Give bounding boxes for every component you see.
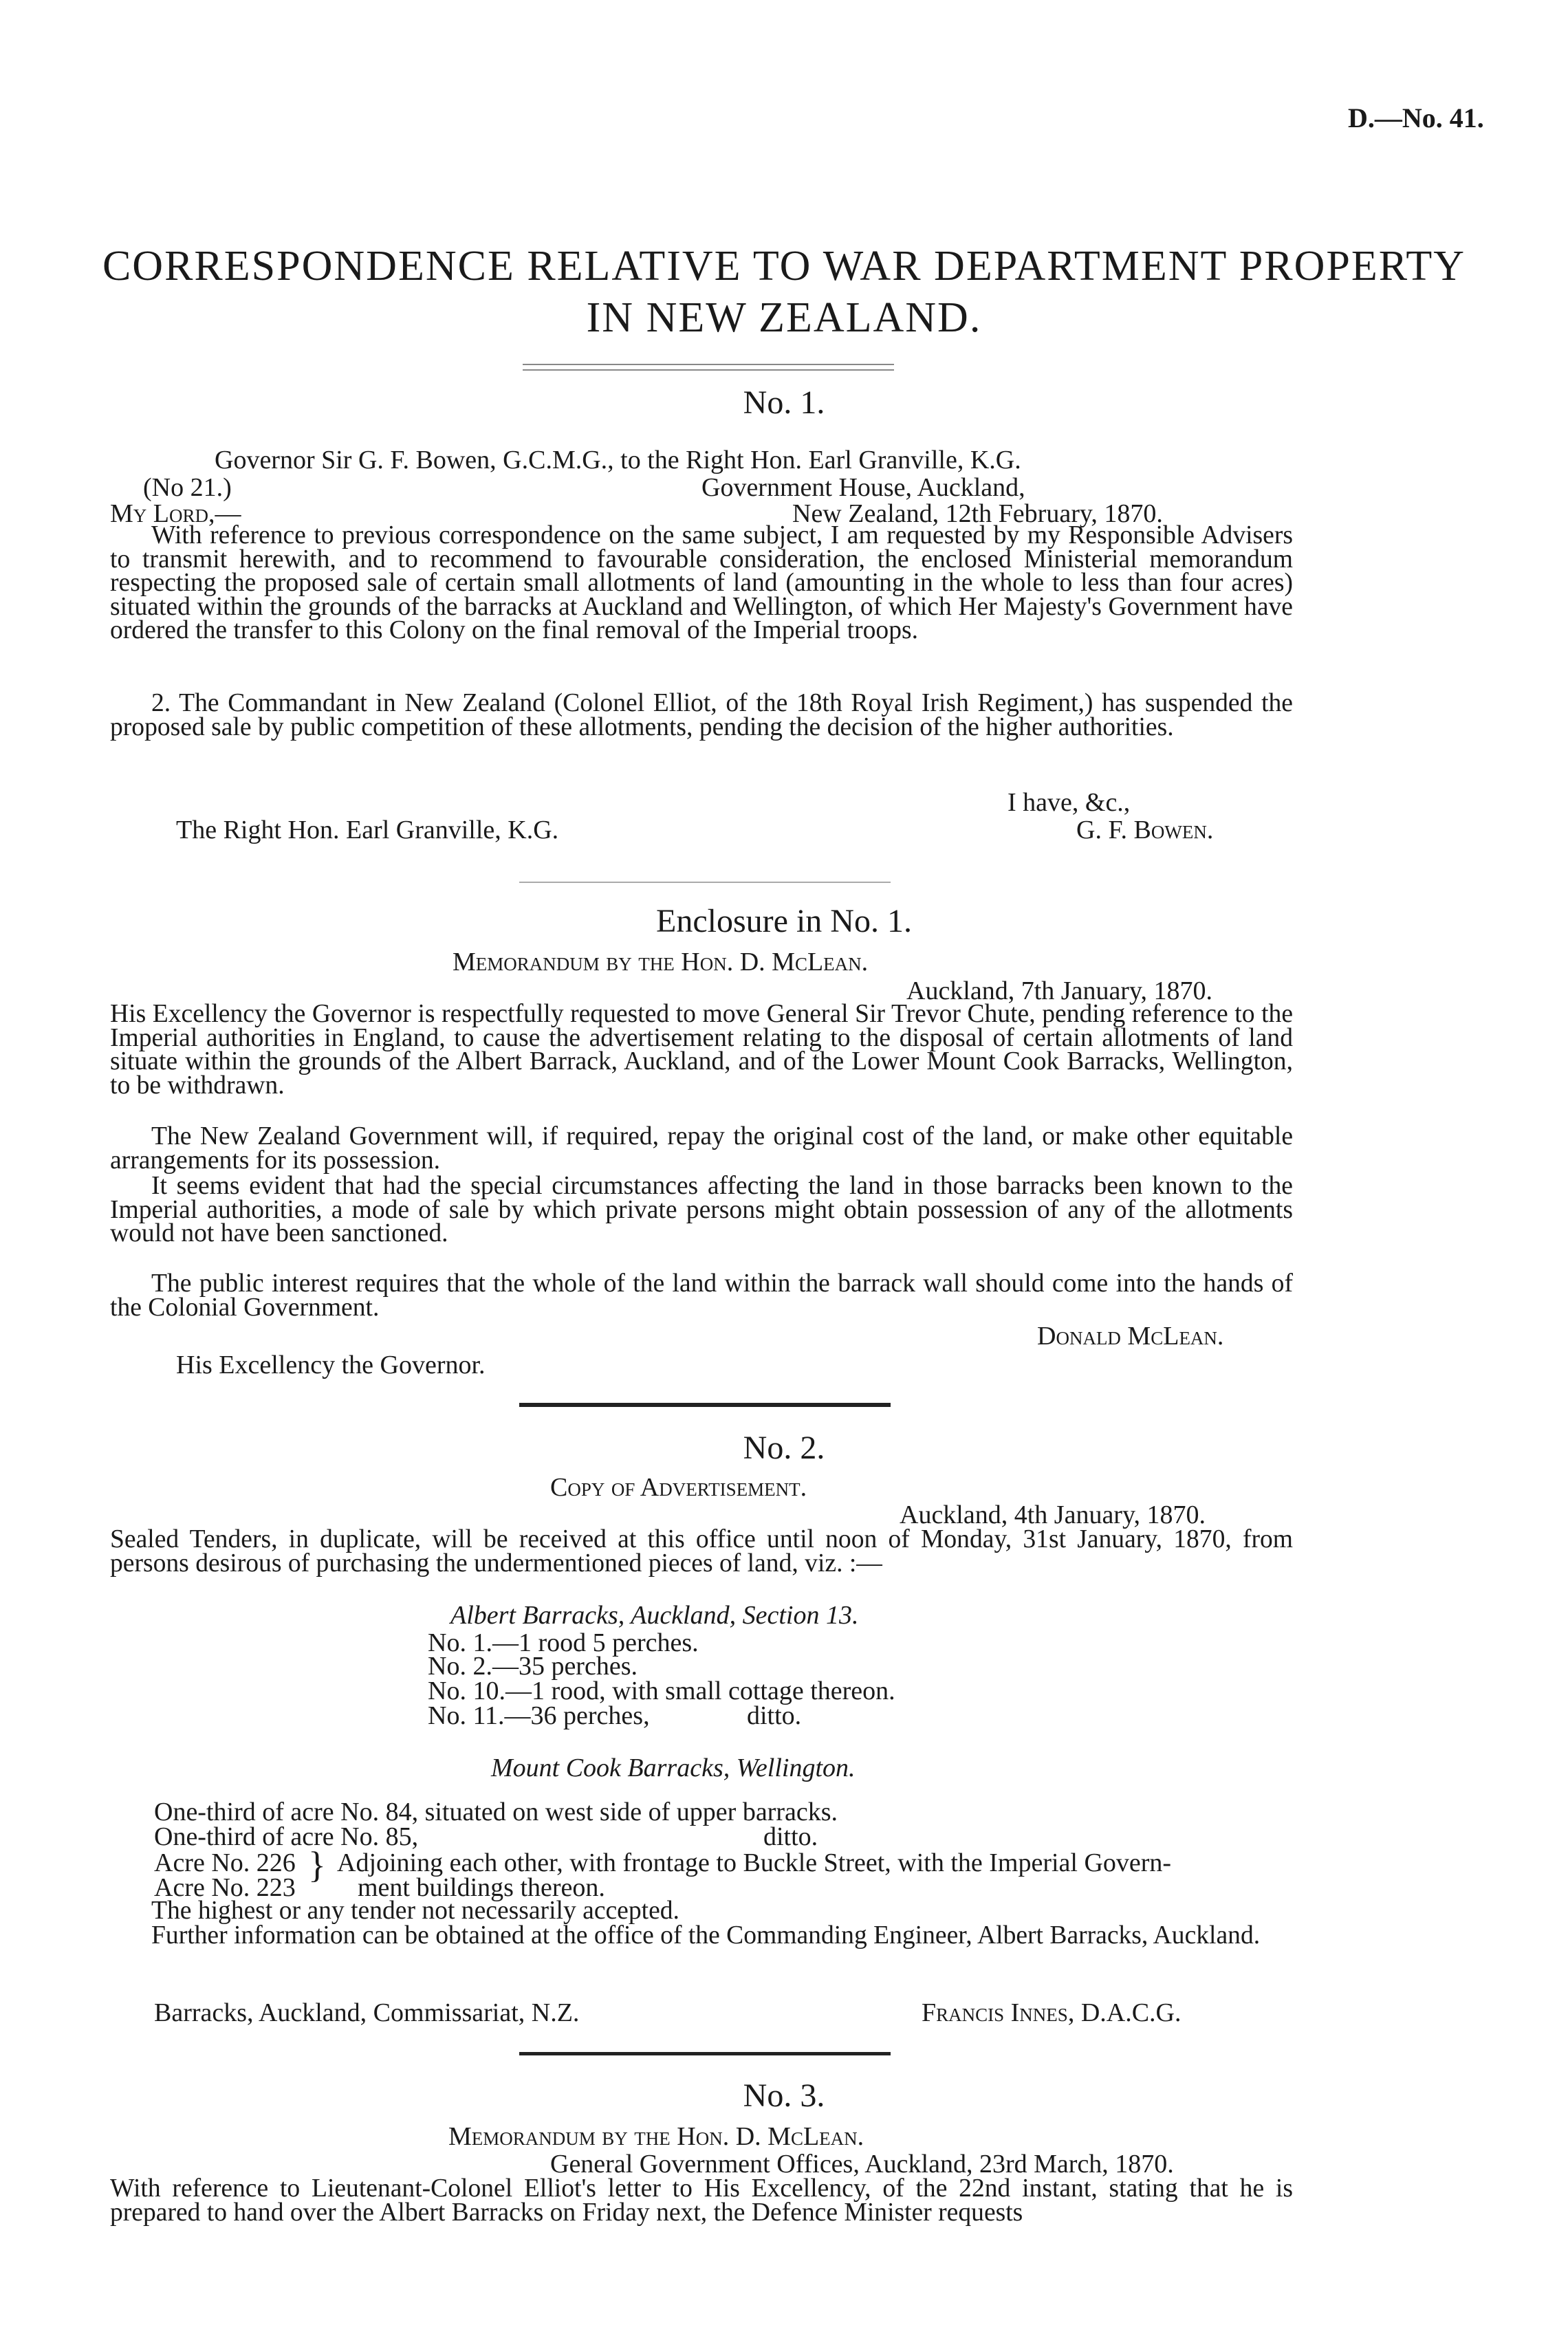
letter1-paragraph2: 2. The Commandant in New Zealand (Colonel Elliot, of the 18th Royal Irish Regiment,) has suspended the proposed sale by public competition of these allotments, pending the decision of the higher authorities. <box>110 689 1293 741</box>
letter1-ref-no: (No 21.) <box>143 473 232 502</box>
letter1-salutation: My Lord,— <box>110 499 241 528</box>
letter1-paragraph1: With reference to previous correspondence on the same subject, I am requested by my Responsible Advisers to transmit herewith, and to recommend to favourable consideration, the enclosed Ministerial memorandum respecting the proposed sale of certain small allotments of land (amounting in the whole to less than four acres) situated within the grounds of the barracks at Auckland and Wellington, of which Her Majesty's Government have ordered the transfer to this Colony on the final removal of the Imperial troops. <box>110 521 1293 645</box>
enclosure-date: Auckland, 7th January, 1870. <box>906 976 1212 1005</box>
letter2-date: Auckland, 4th January, 1870. <box>900 1500 1206 1529</box>
section-rule-2 <box>519 2052 891 2055</box>
albert-item-2: No. 2.—35 perches. <box>428 1652 638 1681</box>
letter2-signature: Francis Innes, D.A.C.G. <box>922 1998 1182 2027</box>
mount-cook-acre-text-1: Adjoining each other, with frontage to Buckle Street, with the Imperial Govern- <box>337 1848 1172 1877</box>
letter2-subheading: Copy of Advertisement. <box>550 1473 807 1502</box>
mount-cook-heading: Mount Cook Barracks, Wellington. <box>491 1754 856 1782</box>
letter3-number: No. 3. <box>743 2077 825 2114</box>
enclosure-paragraph4: The public interest requires that the whole of the land within the barrack wall should come into the hands of the Colonial Government. <box>110 1269 1293 1322</box>
letter1-address1: Government House, Auckland, <box>701 473 1025 502</box>
enclosure-paragraph3: It seems evident that had the special circumstances affecting the land in those barracks been known to the Imperial authorities, a mode of sale by which private persons might obtain possession of any of the allotments would not have been sanctioned. <box>110 1172 1293 1248</box>
letter1-signature: G. F. Bowen. <box>1076 816 1214 844</box>
letter1-from-to: Governor Sir G. F. Bowen, G.C.M.G., to the Right Hon. Earl Granville, K.G. <box>215 446 1021 474</box>
enclosure-paragraph2: The New Zealand Government will, if required, repay the original cost of the land, or make other equitable arrangements for its possession. <box>110 1122 1293 1175</box>
section-rule <box>519 1403 891 1407</box>
albert-item-3: No. 10.—1 rood, with small cottage thereon. <box>428 1677 895 1705</box>
page-reference: D.—No. 41. <box>1348 102 1484 133</box>
title-divider <box>523 364 894 365</box>
letter1-addressee: The Right Hon. Earl Granville, K.G. <box>176 816 559 844</box>
mount-cook-acre-226: Acre No. 226 <box>154 1848 296 1877</box>
mount-cook-item-2-ditto: ditto. <box>763 1822 818 1851</box>
enclosure-signature: Donald McLean. <box>1037 1322 1224 1351</box>
mount-cook-item-1: One-third of acre No. 84, situated on west side of upper barracks. <box>154 1798 838 1826</box>
letter2-note2: Further information can be obtained at the office of the Commanding Engineer, Albert Barracks, Auckland. <box>151 1921 1261 1950</box>
document-title-line2: IN NEW ZEALAND. <box>586 294 982 341</box>
letter3-paragraph1: With reference to Lieutenant-Colonel Elliot's letter to His Excellency, of the 22nd instant, stating that he is prepared to hand over the Albert Barracks on Friday next, the Defence Minister requests <box>110 2174 1293 2227</box>
enclosure-heading: Enclosure in No. 1. <box>656 903 912 939</box>
enclosure-paragraph1: His Excellency the Governor is respectfully requested to move General Sir Trevor Chute, pending reference to the Imperial authorities in England, to cause the advertisement relating to the disposal of certain allotments of land situate within the grounds of the Albert Barrack, Auckland, and of the Lower Mount Cook Barracks, Wellington, to be withdrawn. <box>110 1000 1293 1100</box>
letter3-date: General Government Offices, Auckland, 23rd March, 1870. <box>550 2150 1174 2179</box>
albert-item-4-ditto: ditto. <box>747 1701 802 1730</box>
letter1-closing: I have, &c., <box>1008 788 1131 817</box>
letter2-number: No. 2. <box>743 1430 825 1466</box>
letter1-address2: New Zealand, 12th February, 1870. <box>792 499 1163 528</box>
document-title-line1: CORRESPONDENCE RELATIVE TO WAR DEPARTMENT PROPERTY <box>102 243 1466 290</box>
letter1-number: No. 1. <box>743 384 825 421</box>
mount-cook-item-2: One-third of acre No. 85, <box>154 1822 419 1851</box>
albert-item-4: No. 11.—36 perches, <box>428 1701 650 1730</box>
section-divider <box>519 882 891 883</box>
mount-cook-acre-223: Acre No. 223 <box>154 1873 296 1902</box>
letter2-paragraph1: Sealed Tenders, in duplicate, will be received at this office until noon of Monday, 31st January, 1870, from persons desirous of purchasing the undermentioned pieces of land, viz. :— <box>110 1525 1293 1578</box>
albert-barracks-heading: Albert Barracks, Auckland, Section 13. <box>450 1601 859 1630</box>
albert-item-1: No. 1.—1 rood 5 perches. <box>428 1628 699 1657</box>
letter2-note1: The highest or any tender not necessarily accepted. <box>151 1897 679 1925</box>
mount-cook-acre-text-2: ment buildings thereon. <box>358 1873 605 1902</box>
letter3-subheading: Memorandum by the Hon. D. McLean. <box>448 2122 864 2151</box>
title-divider-2 <box>523 369 894 371</box>
enclosure-addressee: His Excellency the Governor. <box>176 1351 486 1379</box>
letter2-footer-left: Barracks, Auckland, Commissariat, N.Z. <box>154 1998 580 2027</box>
curly-brace-icon: } <box>308 1844 326 1886</box>
enclosure-subheading: Memorandum by the Hon. D. McLean. <box>453 948 869 976</box>
